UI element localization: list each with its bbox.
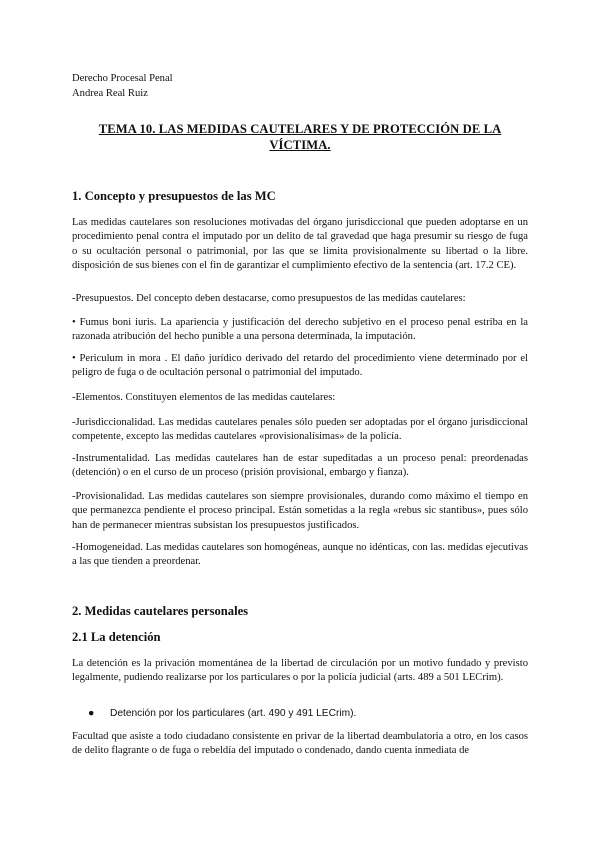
presupuestos-paragraph: -Presupuestos. Del concepto deben destacarse, como presupuestos de las medidas cautelares: (72, 293, 466, 304)
course-name: Derecho Procesal Penal (72, 73, 173, 84)
bullet-item (88, 707, 356, 721)
periculum-paragraph: • Periculum in mora . El daño jurídico derivado del retardo del procedimiento viene determinado por el peligro de fuga o de ocultación personal o patrimonial del imputado. (72, 353, 528, 379)
instrumentalidad-paragraph: -Instrumentalidad. Las medidas cautelares han de estar supeditadas a un proceso penal: preordenadas (detención) o en el curso de un proceso (prisión provisional, embargo y fianza). (72, 453, 528, 479)
detencion-paragraph: La detención es la privación momentánea de la libertad de circulación por un motivo fundado y previsto legalmente, pudiendo realizarse por los particulares o por la policía judicial (arts. 489 a 501 LECrim). (72, 658, 528, 684)
document-header (72, 71, 173, 101)
intro-paragraph: Las medidas cautelares son resoluciones motivadas del órgano jurisdiccional que pueden adoptarse en un procedimiento penal contra el imputado por un delito de tal gravedad que haga presumir su riesgo de fuga o su ocultación personal o patrimonial, por las que se limita provisionalmente su libertad o la libre. disposición de sus bienes con el fin de garantizar el cumplimiento efectivo de la sentencia (art. 17.2 CE). (72, 217, 528, 272)
author-name: Andrea Real Ruiz (72, 88, 148, 99)
fumus-paragraph: • Fumus boni iuris. La apariencia y justificación del derecho subjetivo en el proceso penal estriba en la razonada atribución del hecho punible a una persona determinada, la imputación. (72, 317, 528, 343)
elementos-paragraph: -Elementos. Constituyen elementos de las medidas cautelares: (72, 392, 336, 403)
bullet-icon: ● (88, 708, 95, 719)
facultad-paragraph: Facultad que asiste a todo ciudadano consistente en privar de la libertad deambulatoria a otro, en los casos de delito flagrante o de fuga o rebeldía del imputado o condenado, dando cuenta inmediata de (72, 731, 528, 757)
homogeneidad-paragraph: -Homogeneidad. Las medidas cautelares son homogéneas, aunque no idénticas, con las. medidas ejecutivas a las que tienden a preordenar. (72, 542, 528, 568)
jurisdiccionalidad-paragraph: -Jurisdiccionalidad. Las medidas cautelares penales sólo pueden ser adoptadas por el órgano jurisdiccional competente, excepto las medidas cautelares «provisionalísimas» de la policía. (72, 417, 528, 443)
section-1-heading: 1. Concepto y presupuestos de las MC (72, 189, 276, 203)
section-2-heading: 2. Medidas cautelares personales (72, 604, 249, 618)
bullet-text: Detención por los particulares (art. 490 y 491 LECrim). (110, 708, 357, 719)
section-2-1-heading: 2.1 La detención (72, 630, 161, 644)
provisionalidad-paragraph: -Provisionalidad. Las medidas cautelares son siempre provisionales, durando como máximo el tiempo en que permanezca pendiente el proceso principal. Están sometidas a la regla «rebus sic stantibus», pues sólo han de permanecer mientras subsistan los presupuestos justificados. (72, 491, 528, 531)
document-title: TEMA 10. LAS MEDIDAS CAUTELARES Y DE PROTECCIÓN DE LA VÍCTIMA. (98, 122, 502, 152)
